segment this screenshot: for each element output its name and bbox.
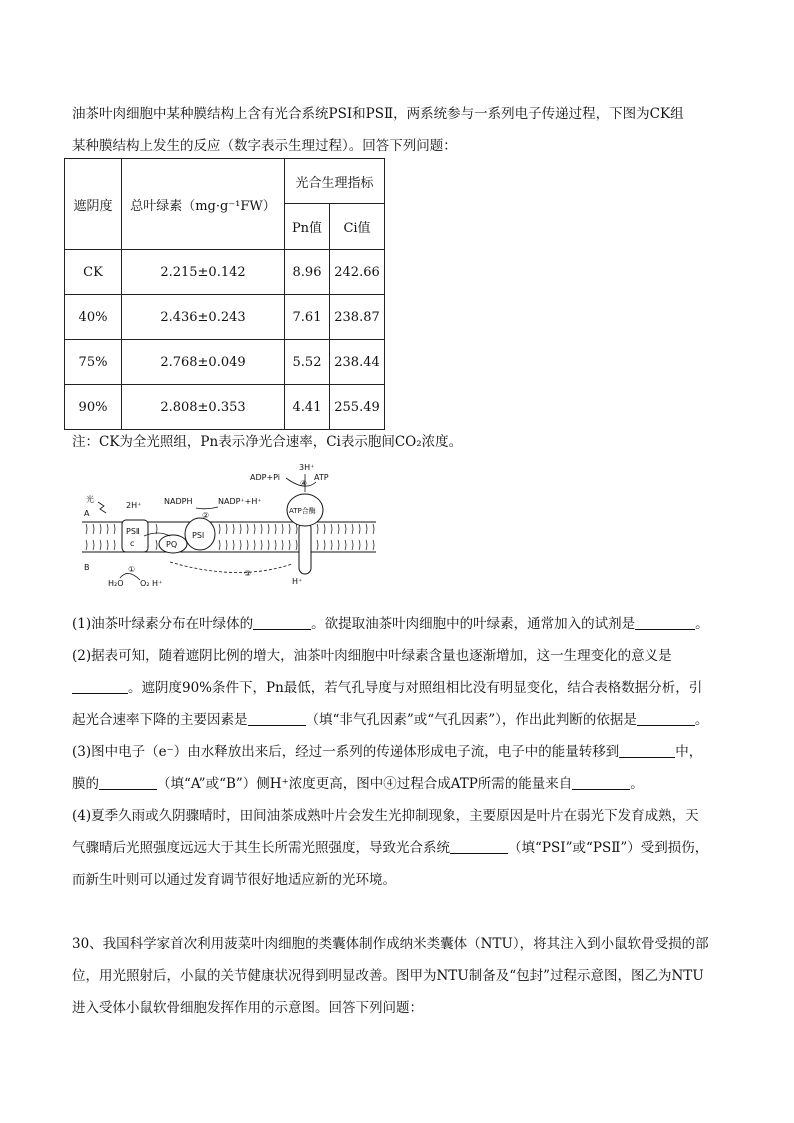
process-1-label: ① [128,565,136,574]
header-ci: Ci值 [330,204,385,250]
cell-ci: 238.44 [330,340,385,385]
lipid-molecule [296,524,297,550]
intro-line-1: 油茶叶肉细胞中某种膜结构上含有光合系统PSⅠ和PSⅡ，两系统参与一系列电子传递过程，下图为CK组 [72,106,684,122]
question-30-line-2: 位，用光照射后，小鼠的关节健康状况得到明显改善。图甲为NTU制备及“包封”过程示意图，图乙为NTU [72,968,704,984]
cell-pn: 4.41 [285,385,330,430]
answer-blank[interactable] [637,711,695,726]
nadph-label: NADPH [164,497,193,506]
h-out-label: H⁺ [292,577,303,586]
question-1: (1)油茶叶绿素分布在叶绿体的 。欲提取油茶叶肉细胞中的叶绿素，通常加入的试剂是 。 [72,616,709,632]
cell-chlorophyll: 2.768±0.049 [122,340,285,385]
lipid-molecule [352,524,353,550]
table-row [65,385,385,430]
atp-synthase-stalk [299,522,311,574]
answer-blank[interactable] [99,775,157,790]
question-4-line-2: 气骤晴后光照强度远远大于其生长所需光照强度，导致光合系统 （填“PSⅠ”或“PSⅡ”）受到损伤， [72,840,709,856]
lipid-molecule [338,524,339,550]
lipid-molecule [324,524,325,550]
cell-chlorophyll: 2.215±0.142 [122,250,285,295]
nadp-label: NADP⁺+H⁺ [218,497,262,506]
header-pn: Pn值 [285,204,330,250]
h2o-label: H₂O [108,579,124,588]
cell-ci: 238.87 [330,295,385,340]
nadph-arrow-icon [196,507,218,509]
pq-label: PQ [166,540,178,549]
lipid-molecule [275,524,276,550]
cell-chlorophyll: 2.436±0.243 [122,295,285,340]
answer-blank[interactable] [248,711,306,726]
cell-shade: 90% [65,385,122,430]
h3-label: 3H⁺ [299,463,315,472]
process-3-label: ③ [244,569,252,578]
lipid-molecule [240,524,241,550]
lipid-molecule [268,524,269,550]
cell-pn: 5.52 [285,340,330,385]
lipid-molecule [289,524,290,550]
question-2-line-3: 起光合速率下降的主要因素是 （填“非气孔因素”或“气孔因素”），作出此判断的依据是 。 [72,712,709,728]
lipid-molecule [317,524,318,550]
lipid-molecule [156,524,157,550]
answer-blank[interactable] [253,615,311,630]
o2h-label: O₂ H⁺ [140,579,163,588]
header-photosynthesis-index: 光合生理指标 [285,159,385,204]
lipid-molecule [219,524,220,550]
ps1-label: PSⅠ [192,531,205,540]
answer-blank[interactable] [450,839,508,854]
table-row [65,340,385,385]
lipid-molecule [114,524,115,550]
thylakoid-membrane-diagram [78,462,388,597]
cell-pn: 7.61 [285,295,330,340]
process-2-label: ② [202,511,210,520]
lipid-molecule [366,524,367,550]
table-row [65,295,385,340]
cell-shade: 75% [65,340,122,385]
atp-label: ATP [314,473,329,482]
light-label: 光 [86,495,94,504]
lipid-molecule [93,524,94,550]
cell-ci: 255.49 [330,385,385,430]
lipid-molecule [261,524,262,550]
cell-chlorophyll: 2.808±0.353 [122,385,285,430]
lipid-molecule [226,524,227,550]
question-3-line-2: 膜的 （填“A”或“B”）侧H⁺浓度更高，图中④过程合成ATP所需的能量来自 。 [72,776,644,792]
lipid-molecule [254,524,255,550]
lipid-molecule [233,524,234,550]
question-4-line-3: 而新生叶则可以通过发育调节很好地适应新的光环境。 [72,872,396,888]
c-label: c [130,539,135,548]
cell-shade: CK [65,250,122,295]
lipid-molecule [100,524,101,550]
answer-blank[interactable] [572,775,630,790]
answer-blank[interactable] [619,743,675,758]
answer-blank[interactable] [72,679,128,694]
question-30-line-3: 进入受体小鼠软骨细胞发挥作用的示意图。回答下列问题： [72,1000,423,1016]
side-a-label: A [84,509,90,518]
answer-blank[interactable] [635,615,695,630]
proton-flow-arrow-icon [170,562,292,573]
intro-line-2: 某种膜结构上发生的反应（数字表示生理过程）。回答下列问题： [72,138,457,154]
side-b-label: B [84,563,90,572]
lipid-molecule [86,524,87,550]
cell-shade: 40% [65,295,122,340]
cell-pn: 8.96 [285,250,330,295]
lipid-molecule [345,524,346,550]
header-chlorophyll: 总叶绿素（mg·g⁻¹FW） [122,159,285,250]
adp-label: ADP+Pi [250,473,281,482]
header-shade: 遮阴度 [65,159,122,250]
question-2-line-1: (2)据表可知，随着遮阴比例的增大，油茶叶肉细胞中叶绿素含量也逐渐增加，这一生理变化的意义是 [72,648,672,664]
lipid-molecule [331,524,332,550]
question-3-line-1: (3)图中电子（e⁻）由水释放出来后，经过一系列的传递体形成电子流，电子中的能量转移到 中， [72,744,703,760]
shading-data-table [64,158,385,430]
table-note: 注：CK为全光照组，Pn表示净光合速率，Ci表示胞间CO₂浓度。 [72,434,463,450]
lipid-molecule [282,524,283,550]
lipid-molecule [373,524,374,550]
lipid-molecule [359,524,360,550]
light-arrow-icon [98,502,106,513]
atp-synthase-label: ATP合酶 [289,507,316,515]
h2-label: 2H⁺ [126,501,142,510]
process-4-label: ④ [300,479,308,488]
question-2-line-2: 。遮阴度90%条件下，Pn最低，若气孔导度与对照组相比没有明显变化，结合表格数据分析，引 [72,676,702,696]
question-30-line-1: 30、我国科学家首次利用菠菜叶肉细胞的类囊体制作成纳米类囊体（NTU），将其注入到小鼠软骨受损的部 [72,936,709,952]
table-row [65,250,385,295]
lipid-molecule [107,524,108,550]
ps2-label: PSⅡ [126,527,140,536]
question-4-line-1: (4)夏季久雨或久阴骤晴时，田间油茶成熟叶片会发生光抑制现象，主要原因是叶片在弱光下发育成熟，天 [72,808,699,824]
lipid-molecule [247,524,248,550]
cell-ci: 242.66 [330,250,385,295]
